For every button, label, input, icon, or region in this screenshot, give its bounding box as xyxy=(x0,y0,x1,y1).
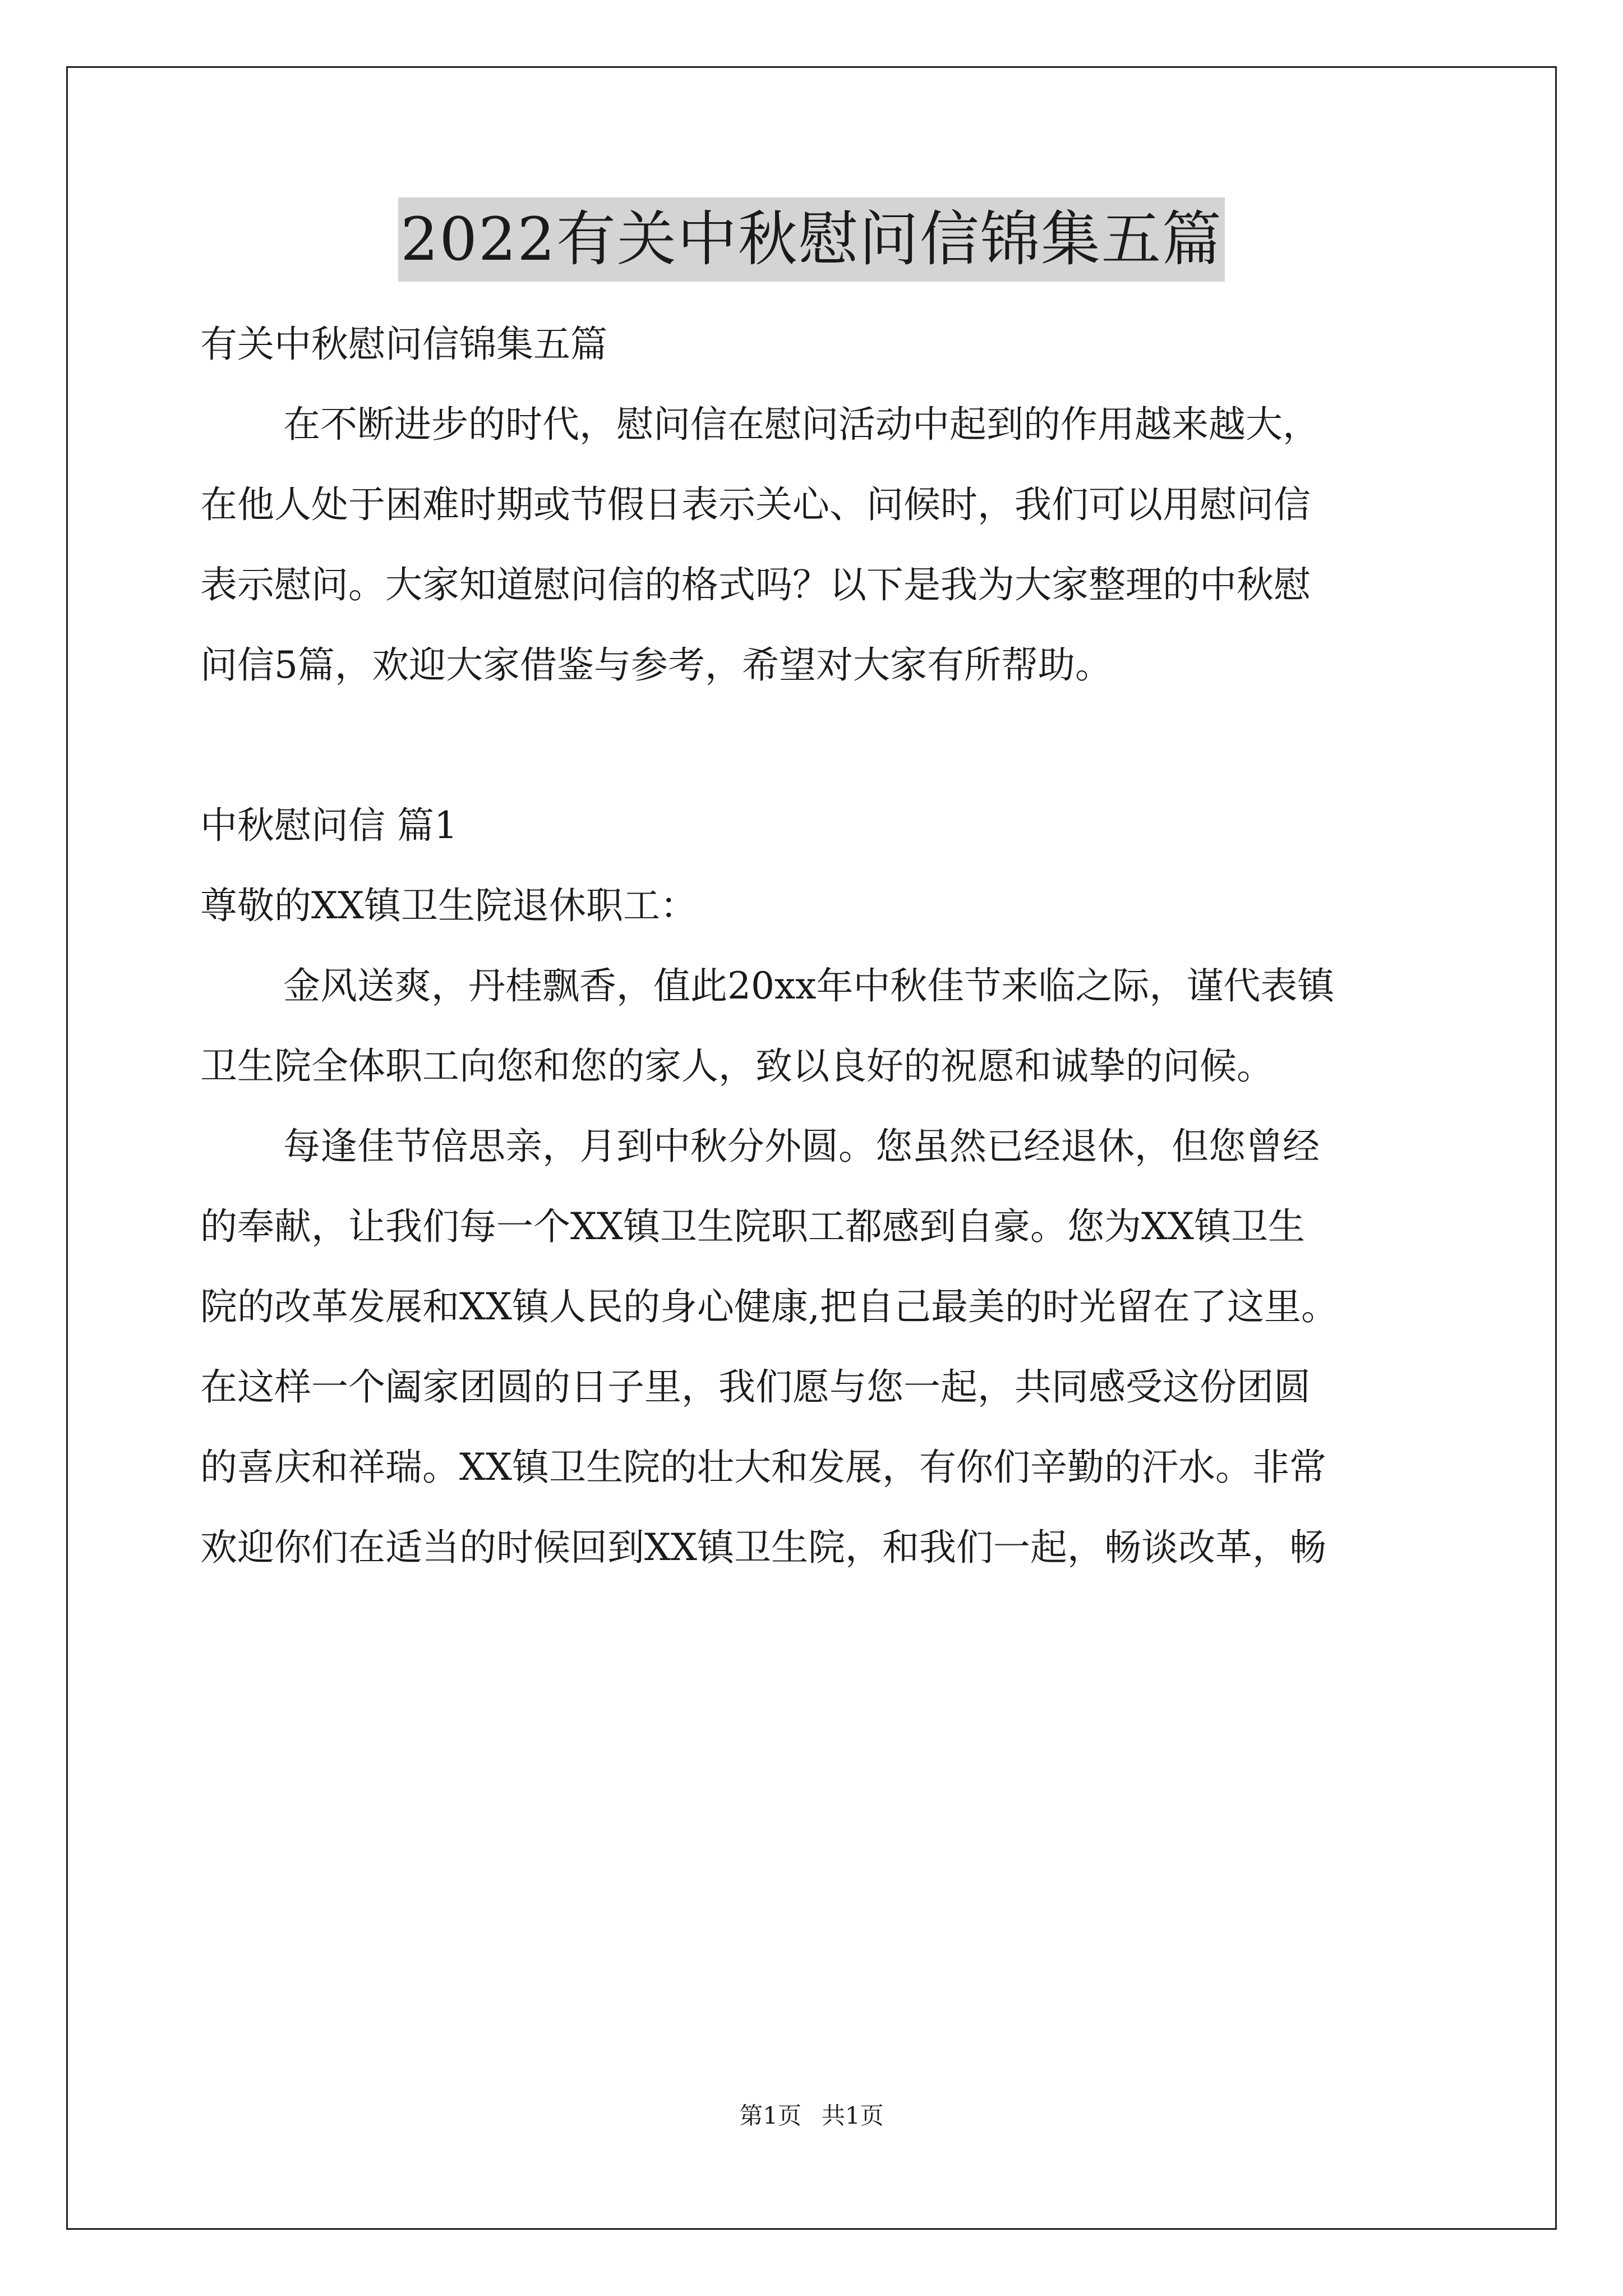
blank-line xyxy=(200,705,1428,785)
section-heading: 中秋慰问信 篇1 xyxy=(200,804,458,847)
paragraph-line: 在他人处于困难时期或节假日表示关心、问候时，我们可以用慰问信 xyxy=(200,483,1311,526)
paragraph-line: 的奉献，让我们每一个XX镇卫生院职工都感到自豪。您为XX镇卫生 xyxy=(200,1205,1305,1248)
paragraph-line: 院的改革发展和XX镇人民的身心健康,把自己最美的时光留在了这里。 xyxy=(200,1285,1338,1328)
title-container xyxy=(0,197,1623,282)
paragraph-line: 在这样一个阖家团圆的日子里，我们愿与您一起，共同感受这份团圆 xyxy=(200,1365,1311,1409)
page-total: 共1页 xyxy=(822,2102,884,2129)
paragraph-line: 欢迎你们在适当的时候回到XX镇卫生院，和我们一起，畅谈改革，畅 xyxy=(200,1526,1326,1569)
paragraph-line: 在不断进步的时代，慰问信在慰问活动中起到的作用越来越大， xyxy=(283,403,1320,446)
page-number: 第1页 xyxy=(739,2102,801,2129)
paragraph-line: 金风送爽，丹桂飘香，值此20xx年中秋佳节来临之际，谨代表镇 xyxy=(283,964,1335,1007)
paragraph-line: 卫生院全体职工向您和您的家人，致以良好的祝愿和诚挚的问候。 xyxy=(200,1045,1274,1088)
paragraph-line: 表示慰问。大家知道慰问信的格式吗？以下是我为大家整理的中秋慰 xyxy=(200,563,1311,606)
paragraph-line: 问信5篇，欢迎大家借鉴与参考，希望对大家有所帮助。 xyxy=(200,643,1112,687)
subtitle-line: 有关中秋慰问信锦集五篇 xyxy=(200,323,607,366)
document-body xyxy=(200,304,1428,1588)
salutation-line: 尊敬的XX镇卫生院退休职工： xyxy=(200,884,697,927)
page-footer xyxy=(0,2099,1623,2133)
paragraph-line: 每逢佳节倍思亲，月到中秋分外圆。您虽然已经退休，但您曾经 xyxy=(283,1125,1320,1168)
paragraph-line: 的喜庆和祥瑞。XX镇卫生院的壮大和发展，有你们辛勤的汗水。非常 xyxy=(200,1446,1326,1489)
document-title: 2022有关中秋慰问信锦集五篇 xyxy=(398,197,1225,282)
